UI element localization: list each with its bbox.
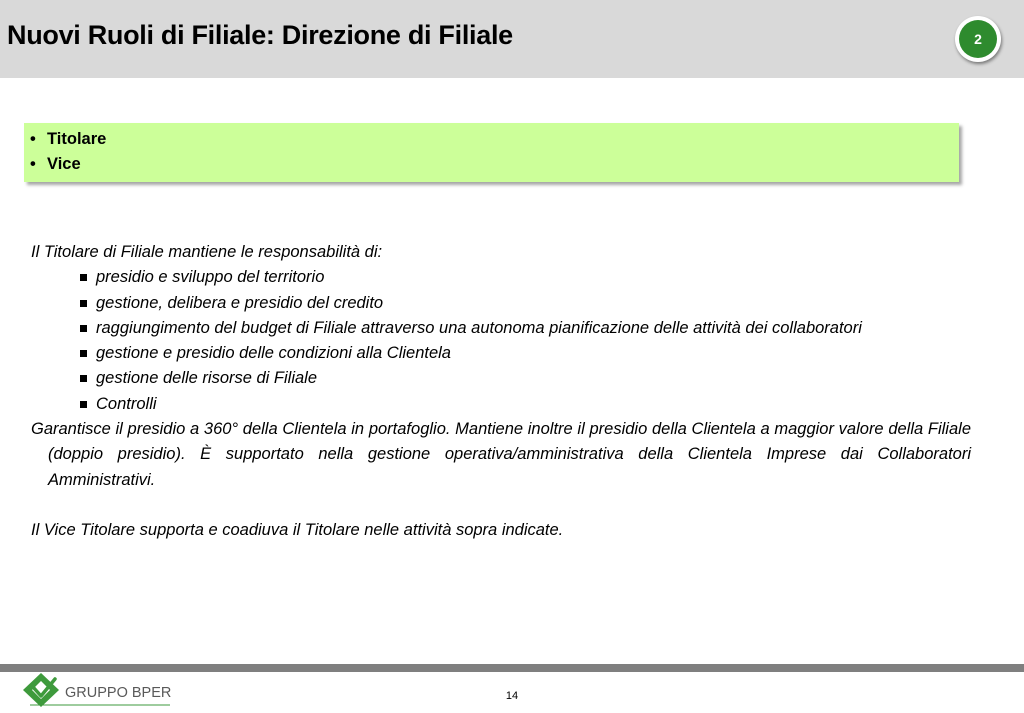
gruppo-bper-logo	[20, 672, 180, 708]
section-number: 2	[959, 20, 997, 58]
role-item-titolare	[30, 127, 106, 152]
paragraph-spacer	[31, 493, 971, 518]
list-item	[31, 392, 971, 417]
body-text	[31, 240, 971, 544]
footer-bar	[0, 664, 1024, 672]
presidio-paragraph: Garantisce il presidio a 360° della Clientela in portafoglio. Mantiene inoltre il presidio della Clientela a maggior valore della Filiale (doppio presidio). È supportato nella gestione operativa/amministrativa della Clientela Imprese dai Collaboratori Amministrativi.	[31, 420, 971, 489]
role-item-vice	[30, 152, 106, 177]
intro-text: Il Titolare di Filiale mantiene le responsabilità di:	[31, 243, 383, 261]
role-label: Vice	[47, 155, 81, 173]
bullet-icon: •	[30, 130, 36, 148]
vice-note: Il Vice Titolare supporta e coadiuva il Titolare nelle attività sopra indicate.	[31, 521, 564, 540]
list-item	[31, 316, 971, 341]
page-title: Nuovi Ruoli di Filiale: Direzione di Filiale	[7, 20, 513, 50]
square-bullet-icon	[80, 300, 87, 307]
list-item-text: presidio e sviluppo del territorio	[96, 268, 325, 287]
bullet-icon: •	[30, 155, 36, 173]
list-item	[31, 341, 971, 366]
responsibilities-list	[31, 265, 971, 417]
list-item-text: gestione, delibera e presidio del credito	[96, 293, 384, 312]
square-bullet-icon	[80, 350, 87, 357]
header-band	[0, 0, 1024, 78]
list-item-text: Controlli	[96, 394, 157, 413]
section-number-badge	[955, 16, 1001, 62]
list-item	[31, 265, 971, 290]
bper-diamond-icon	[20, 672, 180, 708]
roles-list	[30, 127, 106, 177]
square-bullet-icon	[80, 274, 87, 281]
list-item	[31, 291, 971, 316]
list-item-text: raggiungimento del budget di Filiale attraverso una autonoma pianificazione delle attività dei collaboratori	[96, 318, 862, 337]
role-label: Titolare	[47, 130, 107, 148]
roles-box	[24, 123, 959, 182]
logo-text: GRUPPO BPER	[65, 685, 172, 701]
list-item-text: gestione e presidio delle condizioni alla Clientela	[96, 344, 451, 363]
square-bullet-icon	[80, 375, 87, 382]
square-bullet-icon	[80, 325, 87, 332]
page-number: 14	[505, 690, 519, 702]
square-bullet-icon	[80, 401, 87, 408]
list-item	[31, 366, 971, 391]
list-item-text: gestione delle risorse di Filiale	[96, 369, 318, 388]
